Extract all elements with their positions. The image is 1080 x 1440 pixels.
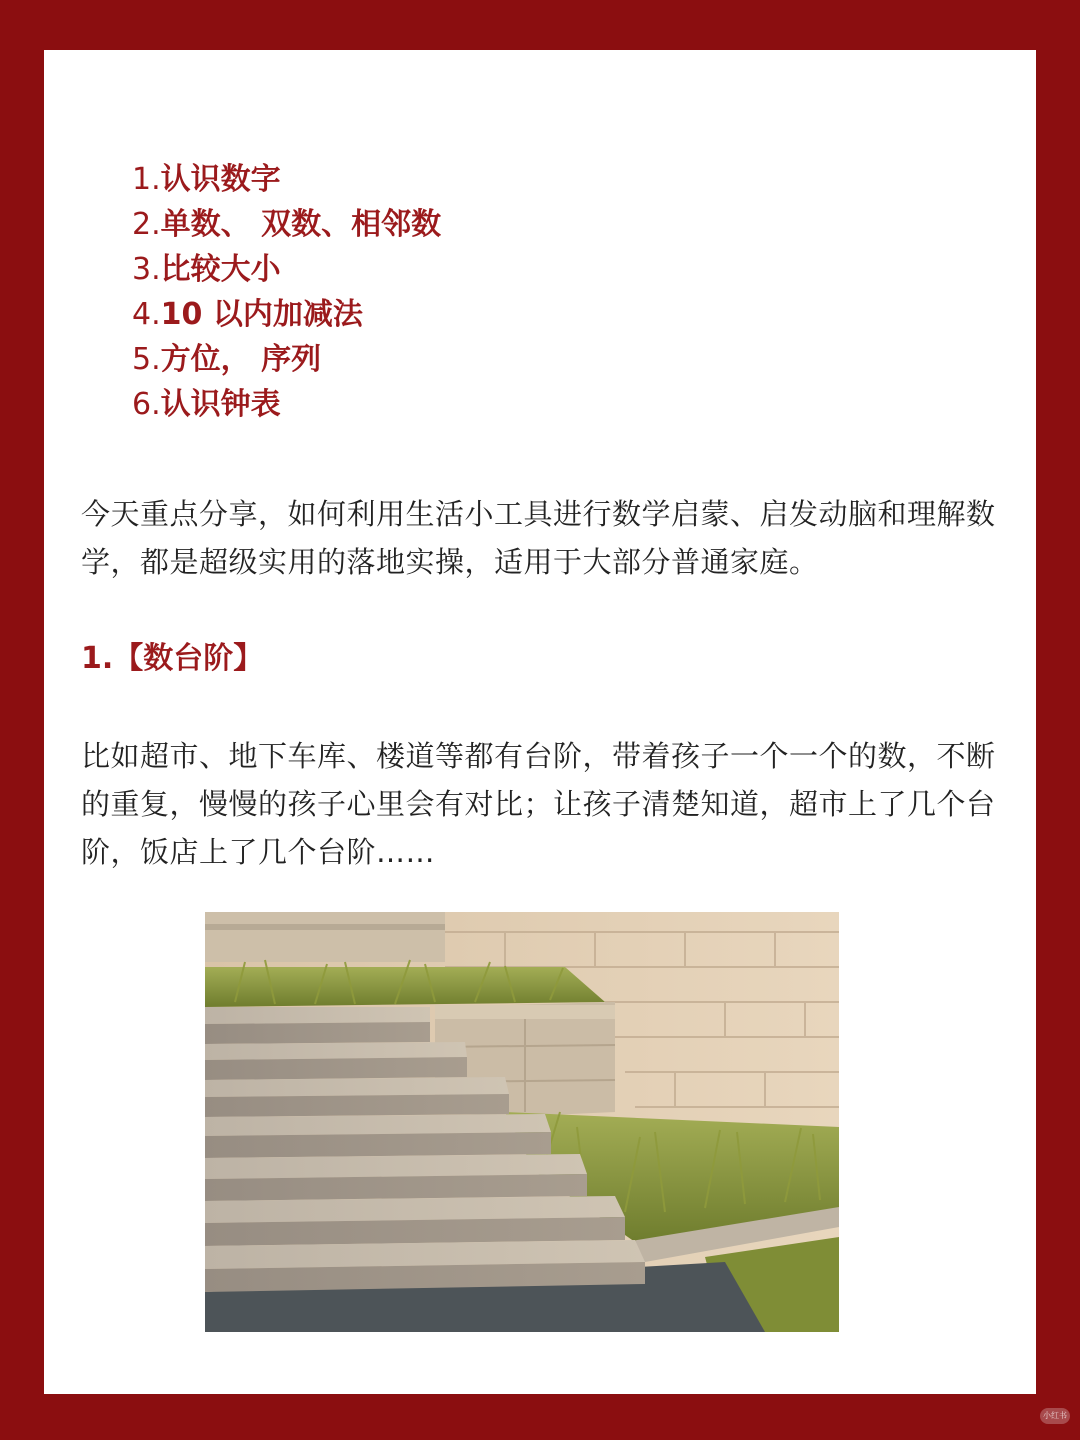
content-card xyxy=(44,50,1036,1394)
topic-item xyxy=(132,337,441,382)
topic-item xyxy=(132,382,441,427)
intro-paragraph: 今天重点分享，如何利用生活小工具进行数学启蒙、启发动脑和理解数学，都是超级实用的落地实操，适用于大部分普通家庭。 xyxy=(81,497,996,579)
topic-number: 4. xyxy=(132,297,161,332)
topic-item xyxy=(132,157,441,202)
topic-number: 5. xyxy=(132,342,161,377)
topic-text: 认识钟表 xyxy=(160,387,281,422)
topic-number: 1. xyxy=(132,162,161,197)
topic-item xyxy=(132,247,441,292)
stairs-photo xyxy=(205,912,839,1332)
section-body: 比如超市、地下车库、楼道等都有台阶，带着孩子一个一个的数，不断的重复，慢慢的孩子心里会有对比；让孩子清楚知道，超市上了几个台阶，饭店上了几个台阶…… xyxy=(81,739,996,869)
topic-number: 6. xyxy=(132,387,161,422)
topic-text: 单数、 双数、相邻数 xyxy=(160,207,442,242)
watermark-logo: 小红书 xyxy=(1040,1408,1070,1424)
topic-number: 3. xyxy=(132,252,161,287)
topic-number: 2. xyxy=(132,207,161,242)
topic-text: 方位， 序列 xyxy=(160,342,322,377)
topic-text: 10 以内加减法 xyxy=(160,297,363,332)
topic-text: 比较大小 xyxy=(160,252,281,287)
topic-item xyxy=(132,292,441,337)
topic-text: 认识数字 xyxy=(160,162,281,197)
topic-item xyxy=(132,202,441,247)
section-heading: 1.【数台阶】 xyxy=(81,641,264,676)
topic-list xyxy=(132,157,441,427)
